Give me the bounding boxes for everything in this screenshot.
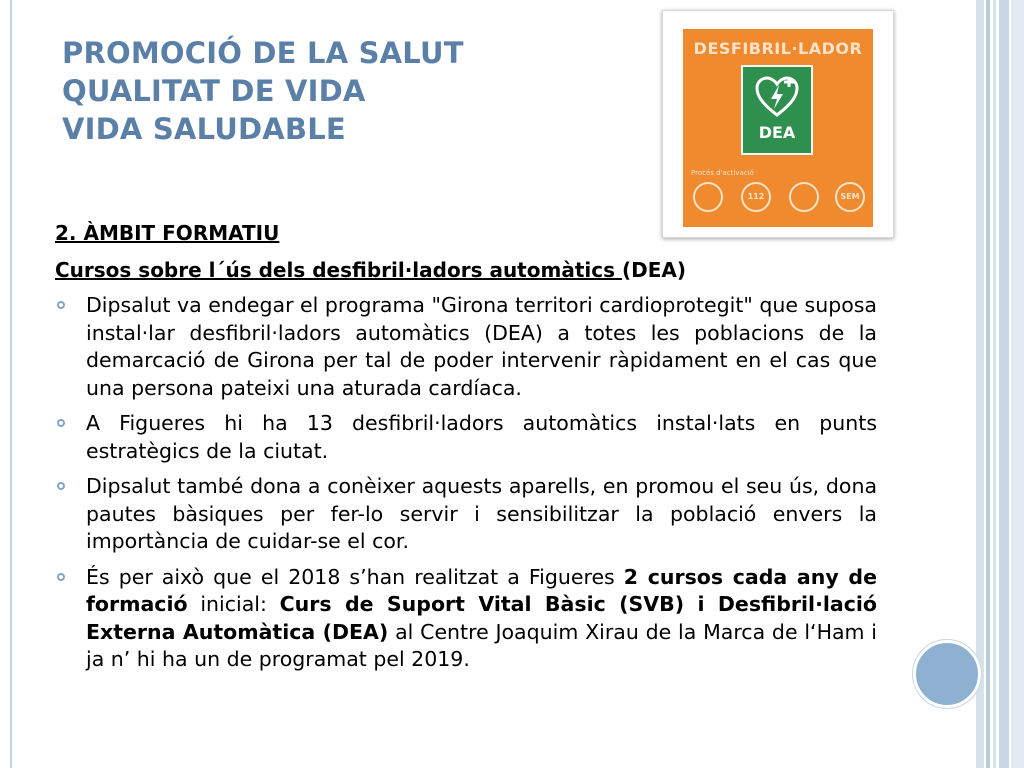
bullet-text-bold: Curs de Suport Vital Bàsic (SVB) i Desfibril·lació Externa Automàtica (DEA)	[86, 592, 877, 644]
defibrillator-photo	[662, 10, 894, 238]
list-item	[55, 410, 877, 465]
subheading-underlined: Cursos sobre l´ús dels desfibril·ladors automàtics	[55, 258, 622, 282]
procedure-label: Procés d'activació	[691, 169, 754, 177]
step-icon	[789, 182, 819, 212]
step-icon: SEM	[835, 182, 865, 212]
section-heading: 2. ÀMBIT FORMATIU	[55, 221, 280, 245]
bullet-text-part: al Centre Joaquim Xirau de la Marca de l‘Ham i ja n’ hi ha un de programat pel 2019.	[86, 619, 878, 671]
defibrillator-cabinet	[683, 29, 873, 227]
bullet-text: A Figueres hi ha 13 desfibril·ladors automàtics instal·lats en punts estratègics de la ciutat.	[86, 411, 877, 463]
right-decor-stripe	[986, 0, 990, 768]
decorative-circle	[913, 640, 981, 708]
section-subheading	[55, 258, 686, 282]
subheading-rest: (DEA)	[621, 258, 686, 282]
slide-title	[62, 34, 622, 148]
list-item	[55, 292, 877, 402]
dea-label: DEA	[758, 123, 796, 142]
bullet-text: Dipsalut va endegar el programa "Girona territori cardioprotegit" que suposa instal·lar desfibril·ladors automàtics (DEA) a totes les poblacions de la demarcació de Girona per tal de poder intervenir ràpidament en el cas que una persona pateixi una aturada cardíaca.	[86, 293, 877, 400]
bullet-text-bold: 2 cursos cada any de formació	[86, 564, 877, 616]
left-border-line	[10, 0, 12, 768]
bullet-text-part: És per això que el 2018 s’han realitzat a Figueres	[86, 564, 624, 589]
title-line-1: PROMOCIÓ DE LA SALUT	[62, 36, 464, 70]
bullet-circle-icon	[57, 482, 65, 490]
step-icon	[693, 182, 723, 212]
bullet-circle-icon	[57, 419, 65, 427]
heart-lightning-icon	[755, 75, 799, 119]
list-item	[55, 564, 877, 674]
right-decor-stripe	[993, 0, 996, 768]
right-decor-stripe	[976, 0, 984, 768]
bullet-circle-icon	[57, 573, 65, 581]
bullet-list	[55, 292, 877, 682]
list-item	[55, 473, 877, 556]
step-icon: 112	[741, 182, 771, 212]
title-line-3: VIDA SALUDABLE	[62, 112, 346, 146]
right-decor-stripe	[999, 0, 1009, 768]
bullet-circle-icon	[57, 301, 65, 309]
bullet-text: Dipsalut també dona a conèixer aquests aparells, en promou el seu ús, dona pautes bàsiques per fer-lo servir i sensibilitzar la població envers la importància de cuidar-se el cor.	[86, 474, 877, 553]
activation-steps	[689, 182, 869, 222]
title-line-2: QUALITAT DE VIDA	[62, 74, 366, 108]
cabinet-banner-text: DESFIBRIL·LADOR	[693, 39, 863, 58]
bullet-text-part: inicial:	[187, 592, 280, 616]
right-decor-stripe	[1011, 0, 1024, 768]
dea-sign	[741, 65, 813, 155]
